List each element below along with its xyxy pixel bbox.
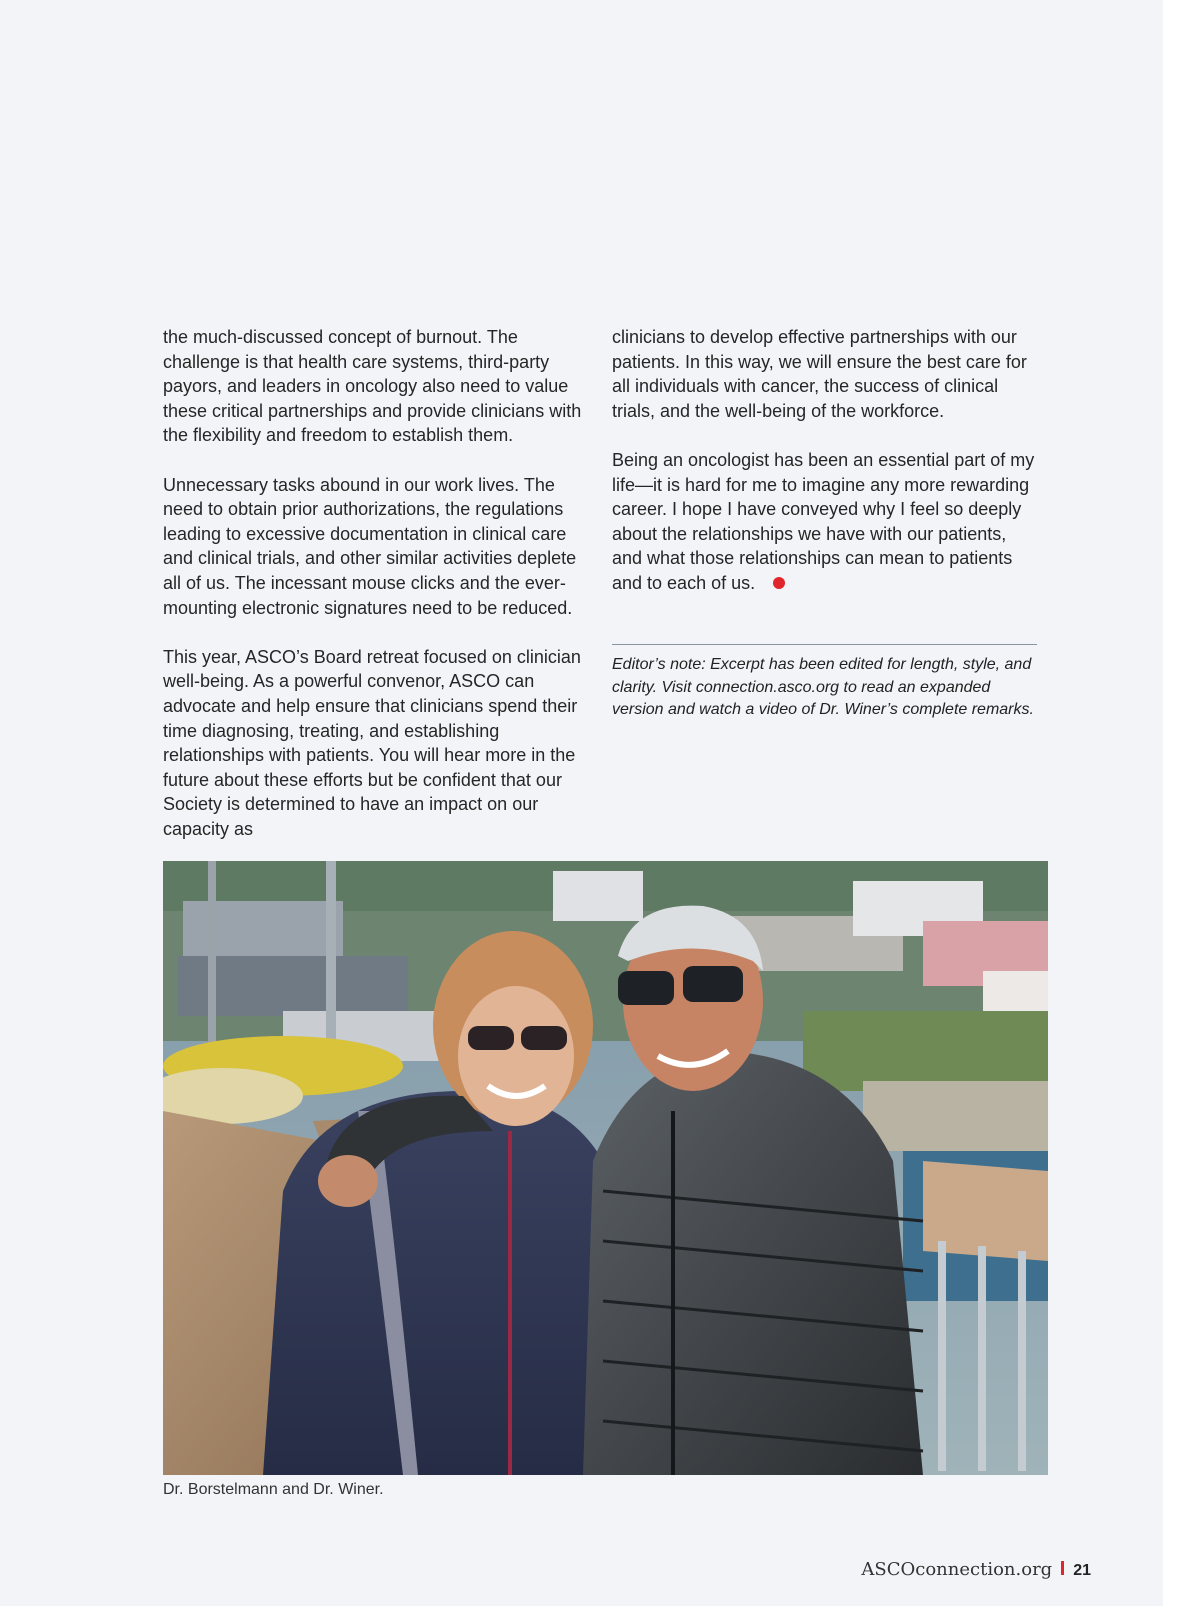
article-paragraph: This year, ASCO’s Board retreat focused on clinician well-being. As a powerful convenor, ASCO can advocate and help ensure that clinicians spend their time diagnosing, treating, and establishing relationships with patients. You will hear more in the future about these efforts but be confident that our Society is determined to have an impact on our capacity as — [163, 646, 581, 839]
article-paragraph: clinicians to develop effective partnerships with our patients. In this way, we will ensure the best care for all individuals with cancer, the success of clinical trials, and the well-being of the workforce. — [612, 327, 1027, 421]
article-column-right — [612, 325, 1040, 620]
article-paragraph-closing — [612, 448, 1040, 596]
editor-note-divider — [612, 644, 1037, 645]
end-mark-dot-icon — [773, 577, 785, 589]
article-photo — [163, 861, 1048, 1475]
page-number: 21 — [1073, 1562, 1091, 1579]
article-column-left — [163, 325, 591, 866]
footer-site: ASCOconnection.org — [861, 1559, 1053, 1580]
footer-separator — [1061, 1561, 1064, 1575]
photo-caption: Dr. Borstelmann and Dr. Winer. — [163, 1481, 384, 1498]
page-footer — [861, 1559, 1091, 1580]
editor-note: Editor’s note: Excerpt has been edited for length, style, and clarity. Visit connection.asco.org to read an expanded version and watch a video of Dr. Winer’s complete remarks. — [612, 656, 1034, 718]
photo-illustration — [163, 861, 1048, 1475]
article-paragraph: Unnecessary tasks abound in our work lives. The need to obtain prior authorizations, the regulations leading to excessive documentation in clinical care and clinical trials, and other similar activities deplete all of us. The incessant mouse clicks and the ever-mounting electronic signatures need to be reduced. — [163, 474, 577, 618]
closing-text: Being an oncologist has been an essential part of my life—it is hard for me to imagine any more rewarding career. I hope I have conveyed why I feel so deeply about the relationships we have with our patients, and what those relationships can mean to patients and to each of us. — [612, 449, 1035, 593]
article-paragraph: the much-discussed concept of burnout. The challenge is that health care systems, third-party payors, and leaders in oncology also need to value these critical partnerships and provide clinicians with the flexibility and freedom to establish them. — [163, 327, 582, 446]
